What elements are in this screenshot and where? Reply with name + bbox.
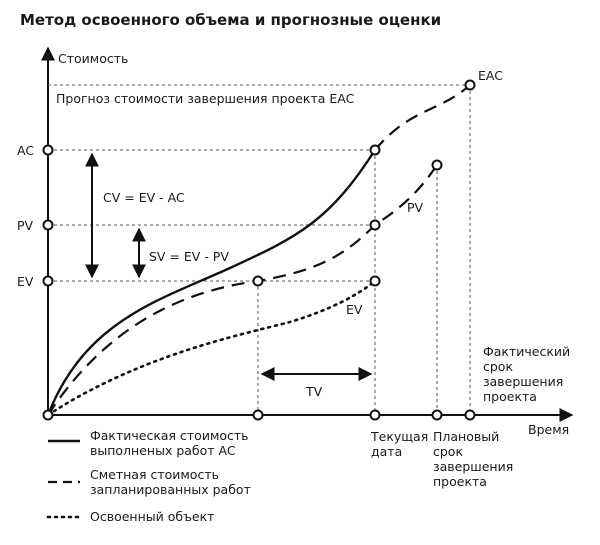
pv-end-point	[433, 161, 442, 170]
cv-label: CV = EV - AC	[103, 190, 185, 205]
y-tick-ac: AC	[17, 143, 35, 158]
planned-finish-x-point	[433, 411, 442, 420]
current-date-label: Текущая дата	[371, 429, 429, 459]
ev-axis-point	[44, 277, 53, 286]
ac-axis-point	[44, 146, 53, 155]
legend-item-ev: Освоенный объект	[90, 509, 215, 524]
eac-curve-label: EAC	[478, 68, 503, 83]
eac-end-point	[466, 81, 475, 90]
y-axis-label: Стоимость	[58, 51, 129, 66]
ev-curve-label: EV	[346, 302, 363, 317]
legend	[48, 428, 253, 524]
y-tick-pv: PV	[17, 218, 34, 233]
ev-curve	[48, 281, 375, 415]
ev-date-x-point	[254, 411, 263, 420]
ac-curve	[48, 150, 375, 415]
sv-label: SV = EV - PV	[149, 249, 229, 264]
y-tick-ev: EV	[17, 274, 34, 289]
eac-forecast-label: Прогноз стоимости завершения проекта EAC	[56, 91, 355, 106]
pv-axis-point	[44, 221, 53, 230]
actual-finish-x-point	[466, 411, 475, 420]
eac-forecast-curve	[375, 85, 470, 150]
actual-finish-label: Фактический срок завершения проекта	[483, 344, 571, 404]
diagram-title: Метод освоенного объема и прогнозные оценки	[20, 11, 442, 29]
planned-finish-label: Плановый срок завершения проекта	[433, 429, 514, 489]
pv-current-point	[371, 221, 380, 230]
tv-label: TV	[306, 384, 323, 399]
ac-current-point	[371, 146, 380, 155]
x-axis-label: Время	[528, 422, 570, 437]
pv-curve-label: PV	[407, 200, 424, 215]
origin-point	[44, 411, 53, 420]
legend-item-pv: Сметная стоимость запланированных работ	[90, 467, 251, 497]
ev-current-point	[371, 277, 380, 286]
ev-pv-point	[254, 277, 263, 286]
legend-item-ac: Фактическая стоимость выполненых работ AC	[90, 428, 249, 458]
current-date-x-point	[371, 411, 380, 420]
